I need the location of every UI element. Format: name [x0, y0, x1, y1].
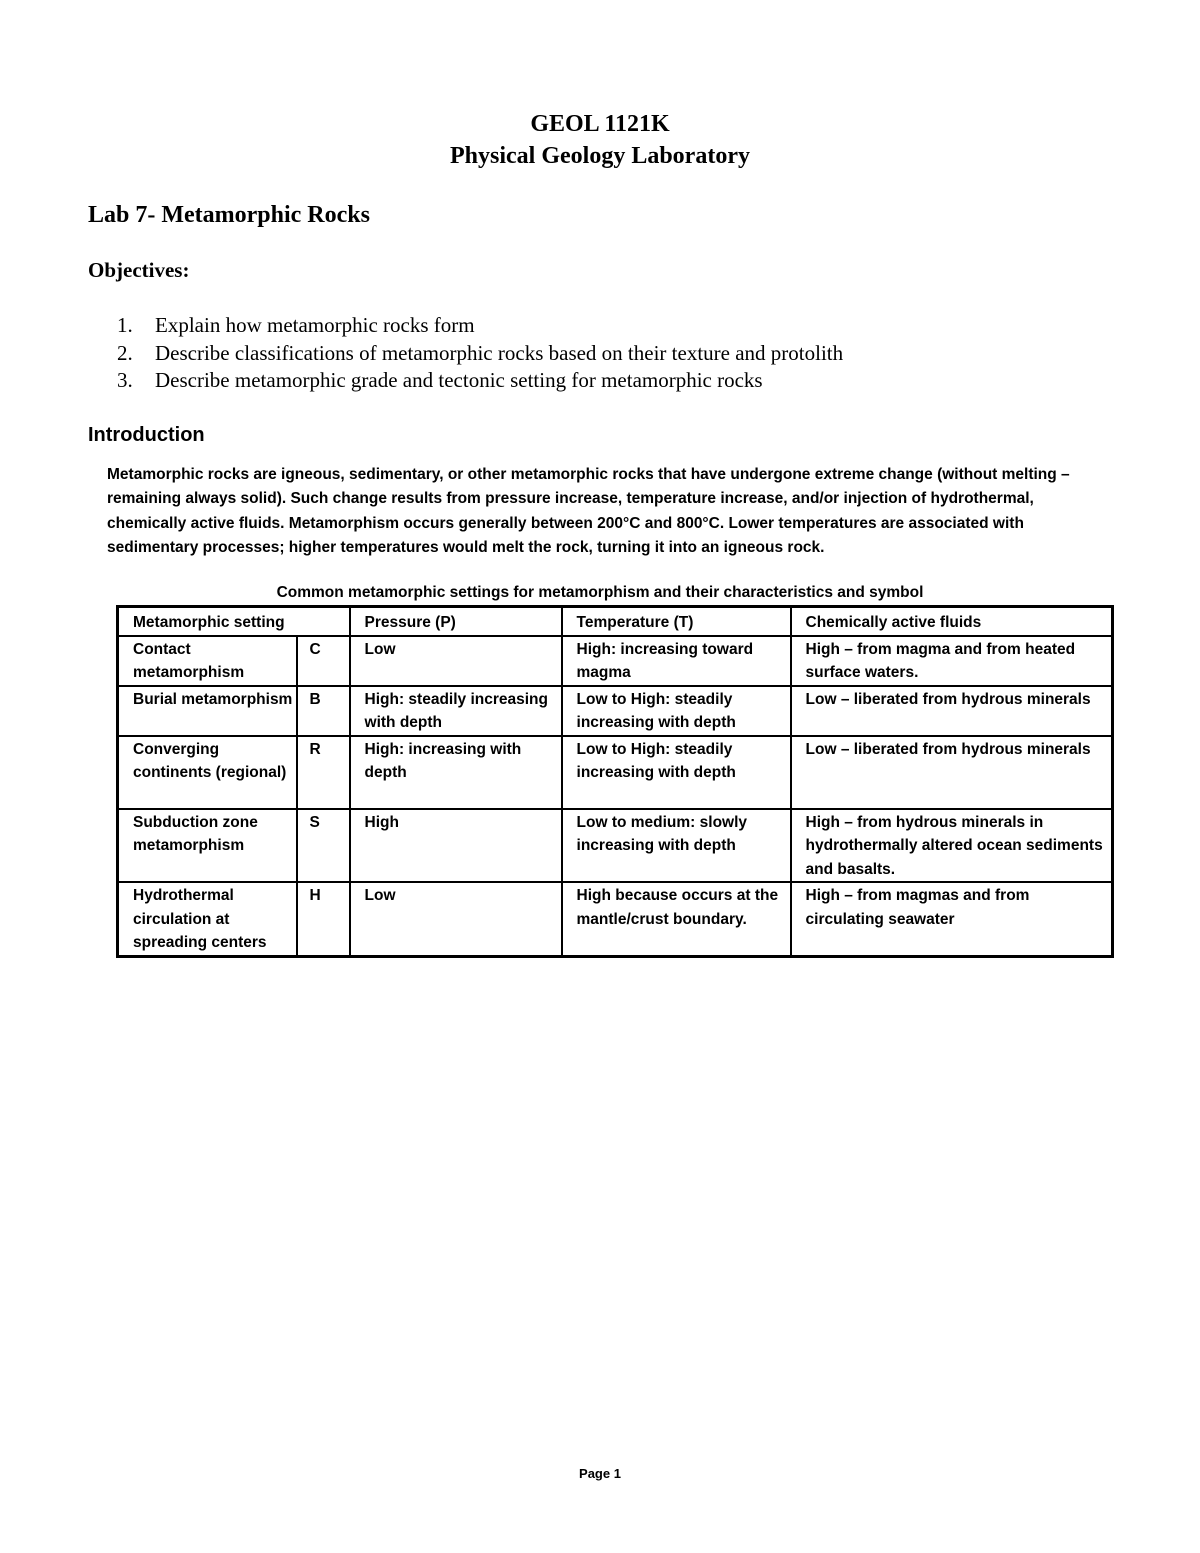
page-number: Page 1: [579, 1466, 621, 1481]
temperature-cell: High: increasing toward magma: [562, 636, 791, 686]
objective-number: 3.: [117, 368, 133, 392]
lab-title: Lab 7- Metamorphic Rocks: [88, 202, 370, 228]
symbol-cell: B: [297, 686, 350, 736]
setting-cell: Converging continents (regional): [118, 736, 297, 809]
course-title: GEOL 1121K: [530, 111, 670, 137]
temperature-cell: High because occurs at the mantle/crust boundary.: [562, 882, 791, 956]
pressure-cell: High: steadily increasing with depth: [350, 686, 562, 736]
pressure-cell: Low: [350, 636, 562, 686]
objective-item: [117, 340, 843, 368]
fluids-cell: High – from magma and from heated surface waters.: [791, 636, 1113, 686]
lab-name: Physical Geology Laboratory: [450, 143, 750, 169]
objective-text: Describe classifications of metamorphic rocks based on their texture and protolith: [155, 340, 844, 365]
setting-cell: Burial metamorphism: [118, 686, 297, 736]
setting-cell: Hydrothermal circulation at spreading centers: [118, 882, 297, 956]
introduction-paragraph: Metamorphic rocks are igneous, sedimentary, or other metamorphic rocks that have undergone extreme change (without melting – remaining always solid). Such change results from pressure increase, temperature increase, and/or injection of hydrothermal, chemically active fluids. Metamorphism occurs generally between 200°C and 800°C. Lower temperatures are associated with sedimentary processes; higher temperatures would melt the rock, turning it into an igneous rock.: [107, 466, 1070, 556]
table-caption: Common metamorphic settings for metamorphism and their characteristics and symbol: [276, 584, 924, 601]
pressure-cell: High: increasing with depth: [350, 736, 562, 809]
objective-item: [117, 367, 843, 395]
objectives-label: Objectives:: [88, 258, 190, 282]
symbol-cell: S: [297, 809, 350, 883]
temperature-cell: Low to High: steadily increasing with depth: [562, 736, 791, 809]
objective-text: Describe metamorphic grade and tectonic setting for metamorphic rocks: [155, 368, 763, 392]
table-header-row: [118, 607, 1113, 636]
symbol-cell: R: [297, 736, 350, 809]
symbol-cell: H: [297, 882, 350, 956]
objective-number: 1.: [117, 313, 133, 337]
setting-cell: Contact metamorphism: [118, 636, 297, 686]
symbol-cell: C: [297, 636, 350, 686]
fluids-cell: Low – liberated from hydrous minerals: [791, 736, 1113, 809]
table-row: [118, 686, 1113, 736]
objective-number: 2.: [117, 340, 133, 365]
table-row: [118, 882, 1113, 956]
header-pressure: Pressure (P): [350, 607, 562, 636]
table-row: [118, 809, 1113, 883]
metamorphic-settings-table: [116, 605, 1114, 958]
pressure-cell: Low: [350, 882, 562, 956]
temperature-cell: Low to High: steadily increasing with depth: [562, 686, 791, 736]
fluids-cell: High – from magmas and from circulating seawater: [791, 882, 1113, 956]
table-row: [118, 636, 1113, 686]
pressure-cell: High: [350, 809, 562, 883]
fluids-cell: Low – liberated from hydrous minerals: [791, 686, 1113, 736]
header-metamorphic-setting: Metamorphic setting: [118, 607, 350, 636]
objective-text: Explain how metamorphic rocks form: [155, 313, 475, 337]
temperature-cell: Low to medium: slowly increasing with depth: [562, 809, 791, 883]
header-fluids: Chemically active fluids: [791, 607, 1113, 636]
fluids-cell: High – from hydrous minerals in hydrothermally altered ocean sediments and basalts.: [791, 809, 1113, 883]
header-temperature: Temperature (T): [562, 607, 791, 636]
objectives-list: [117, 312, 843, 395]
setting-cell: Subduction zone metamorphism: [118, 809, 297, 883]
introduction-heading: Introduction: [88, 424, 205, 446]
table-row: [118, 736, 1113, 809]
objective-item: [117, 312, 843, 340]
document-header: [0, 108, 1200, 172]
